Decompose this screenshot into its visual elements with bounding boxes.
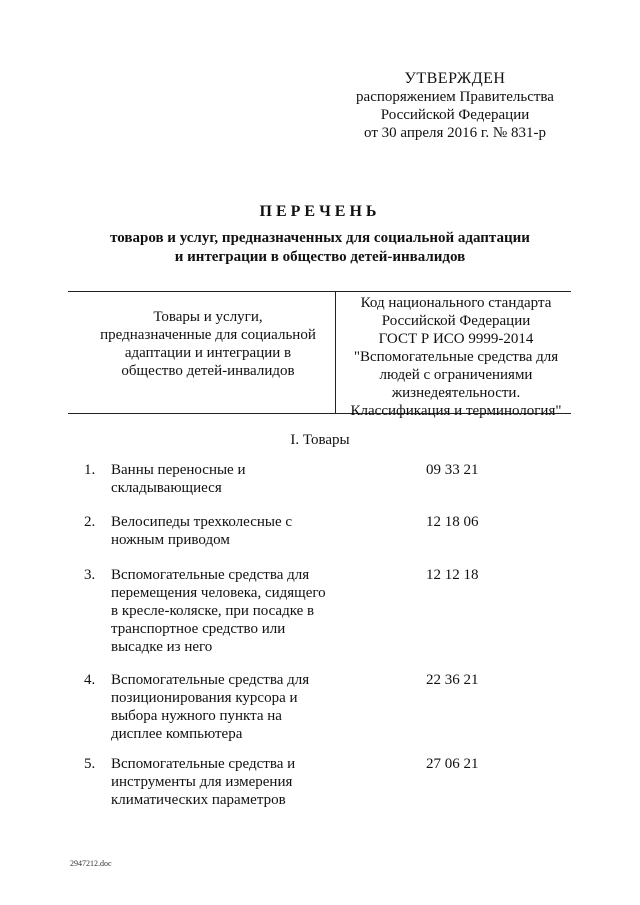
item-name-line: транспортное средство или [111, 621, 286, 637]
header-line: Товары и услуги, [153, 309, 263, 325]
item-name-line: Вспомогательные средства и [111, 756, 296, 772]
header-line: предназначенные для социальной [100, 327, 316, 343]
subtitle-line: и интеграции в общество детей-инвалидов [174, 249, 466, 265]
header-line: общество детей-инвалидов [121, 363, 295, 379]
item-name-line: выбора нужного пункта на [111, 708, 282, 724]
item-number: 5. [84, 756, 96, 772]
header-line: Классификация и терминология" [350, 403, 562, 419]
subtitle-line: товаров и услуг, предназначенных для социальной адаптации [110, 230, 530, 246]
approval-authority: Российской Федерации [380, 107, 530, 123]
header-line: Код национального стандарта [360, 295, 552, 311]
item-name [111, 461, 351, 497]
section-heading: I. Товары [290, 432, 350, 448]
approval-date: от 30 апреля 2016 г. № 831-р [364, 125, 546, 141]
item-code: 09 33 21 [426, 462, 479, 478]
header-line: "Вспомогательные средства для [353, 349, 559, 365]
item-code: 22 36 21 [426, 672, 479, 688]
approval-title: УТВЕРЖДЕН [404, 70, 506, 87]
item-name-line: Вспомогательные средства для [111, 672, 310, 688]
file-reference: 2947212.doc [70, 859, 112, 868]
item-name [111, 755, 351, 809]
item-code: 12 18 06 [426, 514, 479, 530]
item-name-line: Ванны переносные и [111, 462, 246, 478]
item-name [111, 513, 351, 549]
approval-decree: распоряжением Правительства [356, 89, 554, 105]
item-number: 2. [84, 514, 96, 530]
item-name [111, 671, 351, 743]
item-number: 3. [84, 567, 96, 583]
item-name [111, 566, 351, 656]
item-name-line: Велосипеды трехколесные с [111, 514, 293, 530]
item-name-line: дисплее компьютера [111, 726, 243, 742]
item-name-line: климатических параметров [111, 792, 286, 808]
header-line: людей с ограничениями [379, 367, 533, 383]
item-name-line: складывающиеся [111, 480, 222, 496]
header-line: ГОСТ Р ИСО 9999-2014 [378, 331, 534, 347]
header-line: жизнедеятельности. [391, 385, 521, 401]
document-title: ПЕРЕЧЕНЬ [259, 203, 381, 220]
item-name-line: в кресле-коляске, при посадке в [111, 603, 315, 619]
item-name-line: перемещения человека, сидящего [111, 585, 326, 601]
item-name-line: высадке из него [111, 639, 213, 655]
item-name-line: инструменты для измерения [111, 774, 293, 790]
header-line: адаптации и интеграции в [124, 345, 292, 361]
item-name-line: позиционирования курсора и [111, 690, 298, 706]
header-line: Российской Федерации [381, 313, 531, 329]
item-code: 27 06 21 [426, 756, 479, 772]
item-name-line: Вспомогательные средства для [111, 567, 310, 583]
item-number: 4. [84, 672, 96, 688]
item-name-line: ножным приводом [111, 532, 230, 548]
item-number: 1. [84, 462, 96, 478]
item-code: 12 12 18 [426, 567, 479, 583]
